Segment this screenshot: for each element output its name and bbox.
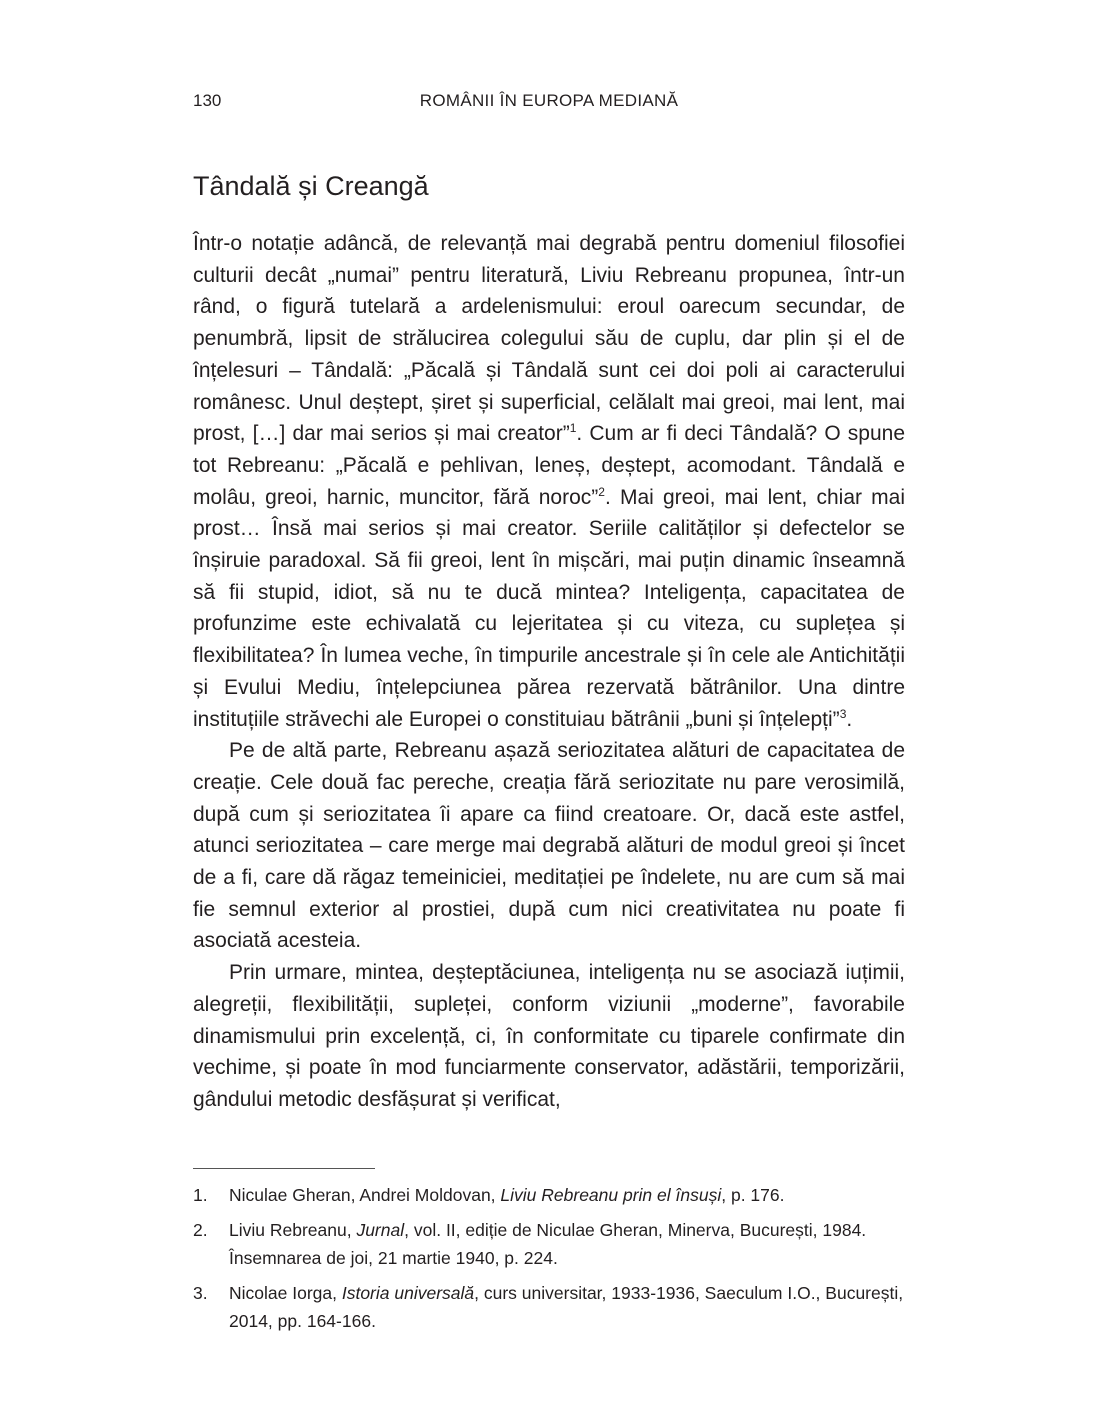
text-run: Într-o notație adâncă, de relevanță mai degrabă pentru domeniul filosofiei culturii decât „numai” pentru literatură, Liviu Rebreanu propunea, într-un rând, o figură tutelară a ardelenismului: eroul oarecum secundar, de penumbră, lipsit de strălucirea colegului său de cuplu, dar plin și el de înțelesuri – Tândală: „Păcală și Tândală sunt cei doi poli ai caracterului românesc. Unul deștept, șiret și superficial, celălalt mai greoi, mai lent, mai prost, […] dar mai serios și mai creator”	[193, 232, 905, 446]
footnote-divider	[193, 1168, 375, 1169]
footnote-number: 2.	[193, 1219, 208, 1240]
footnote	[193, 1216, 905, 1273]
text-run: .	[846, 707, 853, 731]
footnote-number: 3.	[193, 1282, 208, 1303]
text-run: , curs universitar, 1933-1936, Saeculum I.O., București, 2014, pp. 164-166.	[229, 1282, 904, 1331]
footnotes	[193, 1181, 905, 1342]
running-title: ROMÂNII ÎN EUROPA MEDIANĂ	[419, 91, 679, 110]
running-head	[193, 88, 905, 114]
footnote-reference: 1	[569, 421, 577, 436]
italic-title: Istoria universală	[341, 1282, 475, 1303]
paragraph	[193, 735, 905, 957]
italic-title: Liviu Rebreanu prin el însuși	[500, 1185, 722, 1205]
body-text	[193, 228, 905, 1116]
text-run: Liviu Rebreanu,	[229, 1219, 357, 1240]
footnote-number: 1.	[193, 1185, 208, 1205]
footnote-text	[229, 1216, 905, 1273]
italic-title: Jurnal	[356, 1219, 405, 1240]
footnote-text	[229, 1279, 905, 1336]
section-title: Tândală și Creangă	[193, 171, 429, 201]
page-number: 130	[193, 91, 222, 110]
paragraph	[193, 957, 905, 1116]
paragraph	[193, 228, 905, 735]
footnote-reference: 3	[839, 706, 847, 721]
text-run: . Mai greoi, mai lent, chiar mai prost… Însă mai serios și mai creator. Seriile calităților și defectelor se înșiruie paradoxal. Să fii greoi, lent în mișcări, mai puțin dinamic înseamnă să fii stupid, idiot, să nu te ducă mintea? Inteligența, capacitatea de profunzime este echivalată cu lejeritatea și cu viteza, cu suplețea și flexibilitatea? În lumea veche, în timpurile ancestrale și în cele ale Antichității și Evului Mediu, înțelepciunea părea rezervată bătrânilor. Una dintre instituțiile străvechi ale Europei o constituiau bătrânii „buni și înțelepți”	[193, 485, 905, 731]
text-run: Nicolae Iorga,	[229, 1282, 342, 1303]
footnote	[193, 1279, 905, 1336]
footnote	[193, 1181, 905, 1210]
text-run: , vol. II, ediție de Niculae Gheran, Minerva, București, 1984. Însemnarea de joi, 21 martie 1940, p. 224.	[229, 1219, 867, 1268]
text-run: Pe de altă parte, Rebreanu așază seriozitatea alături de capacitatea de creație. Cele două fac pereche, creația fără seriozitate nu pare verosimilă, după cum și seriozitatea îi apare ca fiind creatoare. Or, dacă este astfel, atunci seriozitatea – care merge mai degrabă alături de modul greoi și încet de a fi, care dă răgaz temeiniciei, meditației pe îndelete, nu are cum să mai fie semnul exterior al prostiei, după cum nici creativitatea nu poate fi asociată acesteia.	[193, 739, 905, 953]
footnote-reference: 2	[598, 484, 605, 499]
text-run: , p. 176.	[721, 1185, 785, 1205]
footnote-text	[229, 1181, 905, 1210]
text-run: Niculae Gheran, Andrei Moldovan,	[229, 1185, 501, 1205]
text-run: Prin urmare, mintea, deșteptăciunea, inteligența nu se asociază iuțimii, alegreții, flexibilității, supleței, conform viziunii „moderne”, favorabile dinamismului prin excelență, ci, în conformitate cu tiparele confirmate din vechime, și poate în mod funciarmente conservator, adăstării, temporizării, gândului metodic desfășurat și verificat,	[193, 961, 905, 1111]
text-run: . Cum ar fi deci Tândală? O spune tot Rebreanu: „Păcală e pehlivan, leneș, deștept, acomodant. Tândală e molâu, greoi, harnic, muncitor, fără noroc”	[193, 422, 906, 509]
